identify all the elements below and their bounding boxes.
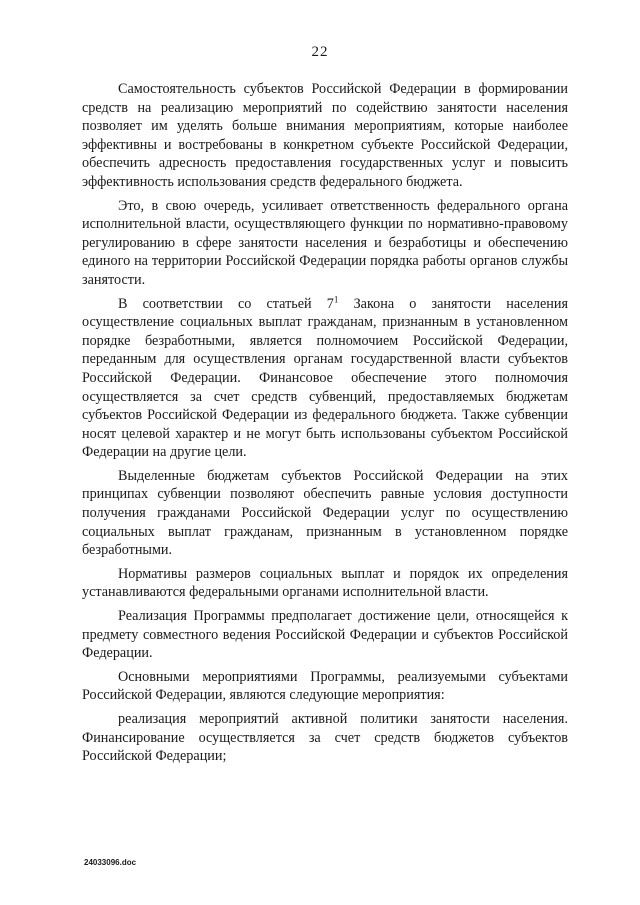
paragraph-program-goal: Реализация Программы предполагает достижение цели, относящейся к предмету совместного ведения Российской Федерации и субъектов Российской Федерации. [82, 608, 568, 662]
paragraph-main-measures: Основными мероприятиями Программы, реализуемыми субъектами Российской Федерации, являются следующие мероприятия: [82, 668, 568, 704]
page-number: 22 [311, 44, 329, 60]
paragraph-norms: Нормативы размеров социальных выплат и порядок их определения устанавливаются федеральными органами исполнительной власти. [82, 565, 568, 601]
paragraph-responsibility: Это, в свою очередь, усиливает ответственность федерального органа исполнительной власти, осуществляющего функции по нормативно-правовому регулированию в сфере занятости населения и безработицы и обеспечению единого на территории Российской Федерации порядка работы органов службы занятости. [82, 197, 568, 288]
paragraph-subventions: Выделенные бюджетам субъектов Российской Федерации на этих принципах субвенции позволяют обеспечить равные условия доступности получения гражданами Российской Федерации услуг по осуществлению социальных выплат гражданам, признанным в установленном порядке безработными. [82, 467, 568, 559]
paragraph-active-policy: реализация мероприятий активной политики занятости населения. Финансирование осуществляется за счет средств бюджетов субъектов Российской Федерации; [82, 711, 568, 765]
document-body [82, 80, 568, 771]
article-text-after: Закона о занятости населения осуществление социальных выплат гражданам, признанным в установленном порядке безработными, является полномочием Российской Федерации, переданным для осуществления органам государственной власти субъектов Российской Федерации. Финансовое обеспечение этого полномочия осуществляется за счет средств субвенций, предоставляемых бюджетам субъектов Российской Федерации из федерального бюджета. Также субвенции носят целевой характер и не могут быть использованы субъектом Российской Федерации на другие цели. [82, 295, 568, 461]
article-superscript: 1 [333, 293, 339, 304]
article-text-before: В соответствии со статьей 7 [118, 295, 334, 312]
paragraph-autonomy: Самостоятельность субъектов Российской Федерации в формировании средств на реализацию мероприятий по содействию занятости населения позволяет им уделять больше внимания мероприятиям, которые наиболее эффективны и востребованы в конкретном субъекте Российской Федерации, обеспечить адресность предоставления государственных услуг и повысить эффективность использования средств федерального бюджета. [82, 81, 568, 190]
footer-filename: 24033096.doc [84, 858, 137, 867]
paragraph-article-7 [82, 295, 568, 462]
